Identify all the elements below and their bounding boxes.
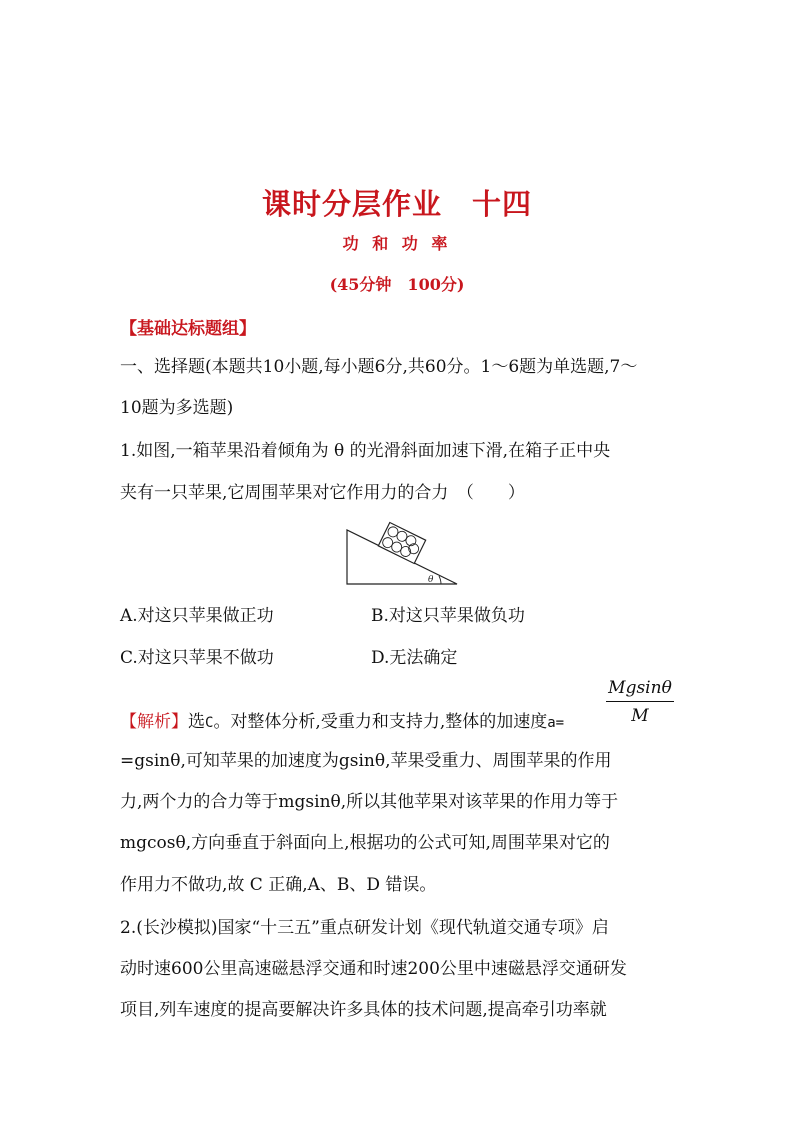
analysis-line-5: 作用力不做功,故 C 正确,A、B、D 错误。 [120,875,437,895]
analysis-line-1 [120,710,564,735]
analysis-text-1: 。对整体分析,受重力和支持力,整体的加速度 [213,712,548,732]
analysis-choose: 选 [188,712,205,732]
theta-label: θ [428,575,434,585]
page-subtitle: 功 和 功 率 [342,234,452,253]
q2-line-2: 动时速600公里高速磁悬浮交通和时速200公里中速磁悬浮交通研发 [120,959,627,979]
acceleration-fraction [606,678,674,726]
q1-stem-line-2: 夹有一只苹果,它周围苹果对它作用力的合力 （ ） [120,483,525,503]
q1-stem-line-1: 1.如图,一箱苹果沿着倾角为 θ 的光滑斜面加速下滑,在箱子正中央 [120,441,611,461]
incline-figure [344,520,464,590]
analysis-line-4: mgcosθ,方向垂直于斜面向上,根据功的公式可知,周围苹果对它的 [120,833,610,853]
analysis-answer: C [205,715,214,731]
fraction-denominator: M [631,706,649,726]
page-title: 课时分层作业 十四 [261,187,532,221]
section-label: 【基础达标题组】 [120,319,256,339]
analysis-line-2: =gsinθ,可知苹果的加速度为gsinθ,苹果受重力、周围苹果的作用 [120,751,612,771]
option-c: C.对这只苹果不做功 [120,648,274,668]
fraction-numerator: Mgsinθ [606,678,674,702]
acceleration-symbol: a= [547,715,565,731]
analysis-line-3: 力,两个力的合力等于mgsinθ,所以其他苹果对该苹果的作用力等于 [120,792,619,812]
q2-line-3: 项目,列车速度的提高要解决许多具体的技术问题,提高牵引功率就 [120,1000,607,1020]
q2-line-1: 2.(长沙模拟)国家“十三五”重点研发计划《现代轨道交通专项》启 [120,918,609,938]
intro-line-1: 一、选择题(本题共10小题,每小题6分,共60分。1～6题为单选题,7～ [120,357,638,377]
time-score-info: (45分钟 100分) [329,275,465,294]
intro-line-2: 10题为多选题) [120,398,234,418]
option-b: B.对这只苹果做负功 [371,606,525,626]
option-d: D.无法确定 [371,648,458,668]
analysis-label: 【解析】 [120,712,188,732]
option-a: A.对这只苹果做正功 [120,606,274,626]
